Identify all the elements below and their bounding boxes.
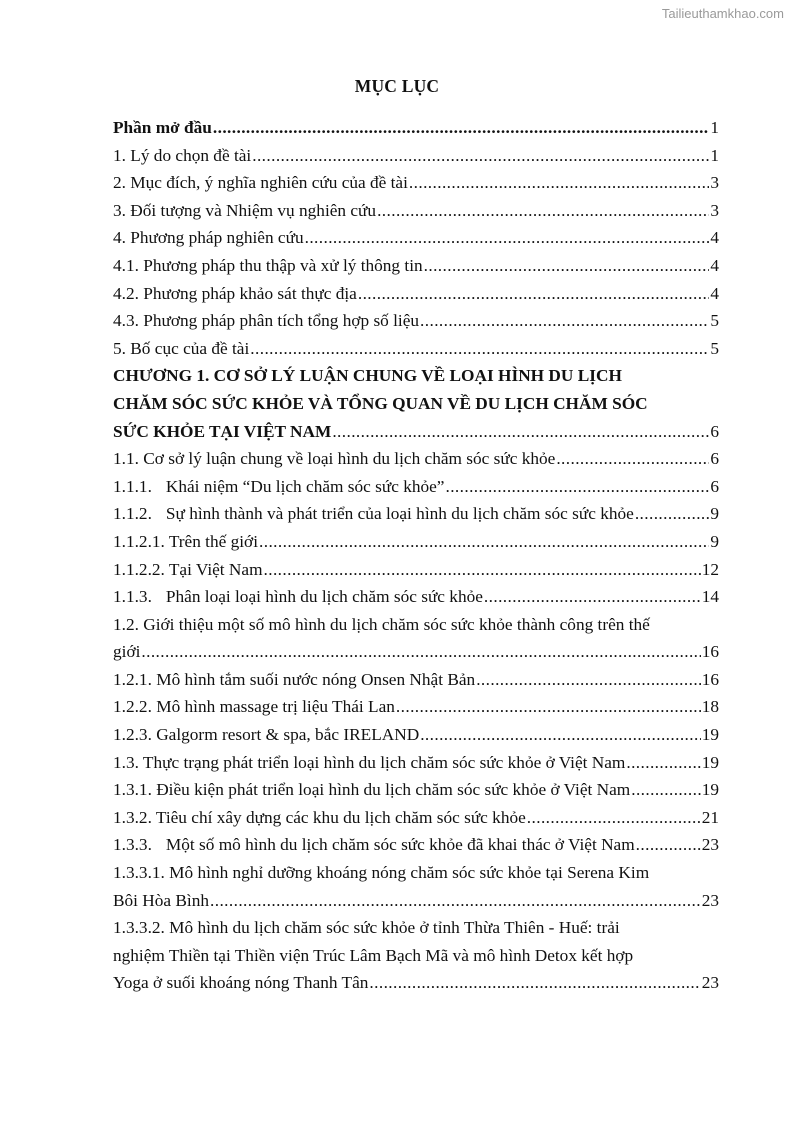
toc-entry-line[interactable]: 1.3.3.1. Mô hình nghỉ dưỡng khoáng nóng chăm sóc sức khỏe tại Serena Kim <box>113 863 650 883</box>
toc-chapter-heading-line[interactable]: CHĂM SÓC SỨC KHỎE VÀ TỔNG QUAN VỀ DU LỊCH CHĂM SÓC <box>113 393 648 413</box>
dot-leader <box>252 142 709 170</box>
toc-entry[interactable] <box>113 776 719 804</box>
dot-leader <box>420 721 701 749</box>
dot-leader <box>210 887 701 915</box>
toc-page-number: 21 <box>701 807 719 827</box>
toc-entry[interactable] <box>113 721 719 749</box>
toc-page-number: 19 <box>701 725 719 745</box>
dot-leader <box>635 500 710 528</box>
toc-page-number: 3 <box>710 200 719 220</box>
toc-page-number: 18 <box>701 697 719 717</box>
toc-entry-number: 1.1.3. <box>113 587 152 607</box>
toc-entry-text: 4.3. Phương pháp phân tích tổng hợp số liệu <box>113 311 420 331</box>
toc-entry[interactable] <box>113 666 719 694</box>
toc-entry-text: 1.3. Thực trạng phát triển loại hình du lịch chăm sóc sức khỏe ở Việt Nam <box>113 752 626 772</box>
toc-page-number: 1 <box>710 118 719 137</box>
toc-entry-text: giới <box>113 642 141 662</box>
toc-page-number: 4 <box>710 283 719 303</box>
watermark: Tailieuthamkhao.com <box>661 6 784 21</box>
toc-page-number: 9 <box>710 531 719 551</box>
toc-entry-text: Yoga ở suối khoáng nóng Thanh Tân <box>113 973 369 993</box>
toc-entry[interactable] <box>113 583 719 611</box>
toc-entry[interactable] <box>113 114 719 142</box>
toc-chapter-heading-line[interactable]: CHƯƠNG 1. CƠ SỞ LÝ LUẬN CHUNG VỀ LOẠI HÌNH DU LỊCH <box>113 366 622 386</box>
toc-entry-text <box>113 500 634 528</box>
dot-leader <box>631 776 700 804</box>
toc-page-number: 4 <box>710 255 719 275</box>
toc-entry[interactable] <box>113 252 719 280</box>
dot-leader <box>636 831 701 859</box>
toc-entry-text: 2. Mục đích, ý nghĩa nghiên cứu của đề tài <box>113 173 408 193</box>
toc-page-number: 16 <box>701 669 719 689</box>
toc-entry-text: 1.1.2.2. Tại Việt Nam <box>113 559 263 579</box>
toc-entry-number: 1.1.1. <box>113 476 152 496</box>
toc-entry-text: 5. Bố cục của đề tài <box>113 338 250 358</box>
toc-entry-text <box>113 583 483 611</box>
dot-leader <box>213 114 709 142</box>
dot-leader <box>369 969 700 997</box>
toc-page-number: 5 <box>710 311 719 331</box>
dot-leader <box>264 556 701 584</box>
toc-entry[interactable] <box>113 142 719 170</box>
toc-entry[interactable] <box>113 307 719 335</box>
page-title: MỤC LỤC <box>354 76 440 96</box>
dot-leader <box>445 473 709 501</box>
toc-entry-text: 4.1. Phương pháp thu thập và xử lý thông tin <box>113 255 423 275</box>
dot-leader <box>332 418 709 446</box>
toc-entry[interactable] <box>113 528 719 556</box>
toc-entry-text: 1.2.3. Galgorm resort & spa, bắc IRELAND <box>113 725 420 745</box>
dot-leader <box>141 638 700 666</box>
toc-page-number: 16 <box>701 642 719 662</box>
toc-entry-title: Phân loại loại hình du lịch chăm sóc sức khỏe <box>165 587 483 607</box>
toc-entry-text <box>113 473 444 501</box>
table-of-contents <box>113 114 719 997</box>
toc-entry[interactable] <box>113 224 719 252</box>
toc-entry-text: 3. Đối tượng và Nhiệm vụ nghiên cứu <box>113 200 377 220</box>
toc-entry-text: 1.1. Cơ sở lý luận chung về loại hình du lịch chăm sóc sức khỏe <box>113 449 556 469</box>
toc-entry[interactable] <box>113 749 719 777</box>
toc-page-number: 19 <box>701 752 719 772</box>
dot-leader <box>358 280 710 308</box>
dot-leader <box>259 528 709 556</box>
toc-entry-text: Phần mở đầu <box>113 118 212 137</box>
toc-entry-text <box>113 831 635 859</box>
dot-leader <box>484 583 701 611</box>
toc-page-number: 1 <box>710 145 719 165</box>
toc-entry[interactable] <box>113 804 719 832</box>
toc-entry-number: 1.1.2. <box>113 504 152 524</box>
toc-entry-text: 1.2.2. Mô hình massage trị liệu Thái Lan <box>113 697 395 717</box>
toc-page-number: 12 <box>701 559 719 579</box>
toc-entry-text: 1.3.1. Điều kiện phát triển loại hình du lịch chăm sóc sức khỏe ở Việt Nam <box>113 780 631 800</box>
toc-entry-line[interactable]: 1.3.3.2. Mô hình du lịch chăm sóc sức khỏe ở tỉnh Thừa Thiên - Huế: trải <box>113 918 620 938</box>
toc-page-number: 9 <box>710 504 719 524</box>
toc-entry[interactable] <box>113 280 719 308</box>
toc-page-number: 23 <box>701 835 719 855</box>
toc-entry[interactable] <box>113 638 719 666</box>
dot-leader <box>420 307 709 335</box>
toc-entry-text: 1.1.2.1. Trên thế giới <box>113 531 259 551</box>
toc-page-number: 3 <box>710 173 719 193</box>
toc-page-number: 23 <box>701 973 719 993</box>
dot-leader <box>305 224 710 252</box>
toc-entry-text: 1.2.1. Mô hình tắm suối nước nóng Onsen Nhật Bản <box>113 669 476 689</box>
toc-entry[interactable] <box>113 418 719 446</box>
toc-entry[interactable] <box>113 169 719 197</box>
toc-entry[interactable] <box>113 473 719 501</box>
dot-leader <box>377 197 709 225</box>
toc-entry-title: Sự hình thành và phát triển của loại hình du lịch chăm sóc sức khỏe <box>165 504 634 524</box>
toc-entry[interactable] <box>113 969 719 997</box>
toc-entry[interactable] <box>113 831 719 859</box>
dot-leader <box>476 666 701 694</box>
toc-entry-text: Bôi Hòa Bình <box>113 890 210 910</box>
toc-entry-title: Một số mô hình du lịch chăm sóc sức khỏe đã khai thác ở Việt Nam <box>165 835 635 855</box>
toc-entry-line[interactable]: 1.2. Giới thiệu một số mô hình du lịch chăm sóc sức khỏe thành công trên thế <box>113 614 650 634</box>
toc-page-number: 14 <box>701 587 719 607</box>
toc-entry[interactable] <box>113 335 719 363</box>
toc-page-number: 4 <box>710 228 719 248</box>
toc-page-number: 5 <box>710 338 719 358</box>
toc-page-number: 19 <box>701 780 719 800</box>
dot-leader <box>424 252 710 280</box>
toc-entry[interactable] <box>113 556 719 584</box>
toc-entry-text: 1. Lý do chọn đề tài <box>113 145 252 165</box>
toc-entry-title: Khái niệm “Du lịch chăm sóc sức khỏe” <box>165 476 445 496</box>
dot-leader <box>396 693 701 721</box>
toc-entry-text: 4. Phương pháp nghiên cứu <box>113 228 304 248</box>
toc-entry-text: SỨC KHỎE TẠI VIỆT NAM <box>113 421 332 441</box>
toc-page-number: 23 <box>701 890 719 910</box>
toc-page-number: 6 <box>710 449 719 469</box>
toc-entry-line[interactable]: nghiệm Thiền tại Thiền viện Trúc Lâm Bạch Mã và mô hình Detox kết hợp <box>113 945 634 965</box>
toc-page-number: 6 <box>710 476 719 496</box>
toc-entry[interactable] <box>113 500 719 528</box>
dot-leader <box>527 804 701 832</box>
dot-leader <box>556 445 709 473</box>
toc-entry[interactable] <box>113 445 719 473</box>
toc-entry[interactable] <box>113 197 719 225</box>
toc-entry[interactable] <box>113 693 719 721</box>
toc-entry-text: 1.3.2. Tiêu chí xây dựng các khu du lịch chăm sóc sức khỏe <box>113 807 526 827</box>
dot-leader <box>626 749 700 777</box>
dot-leader <box>250 335 709 363</box>
toc-entry-text: 4.2. Phương pháp khảo sát thực địa <box>113 283 357 303</box>
dot-leader <box>409 169 709 197</box>
toc-page-number: 6 <box>710 421 719 441</box>
toc-entry-number: 1.3.3. <box>113 835 152 855</box>
toc-entry[interactable] <box>113 887 719 915</box>
